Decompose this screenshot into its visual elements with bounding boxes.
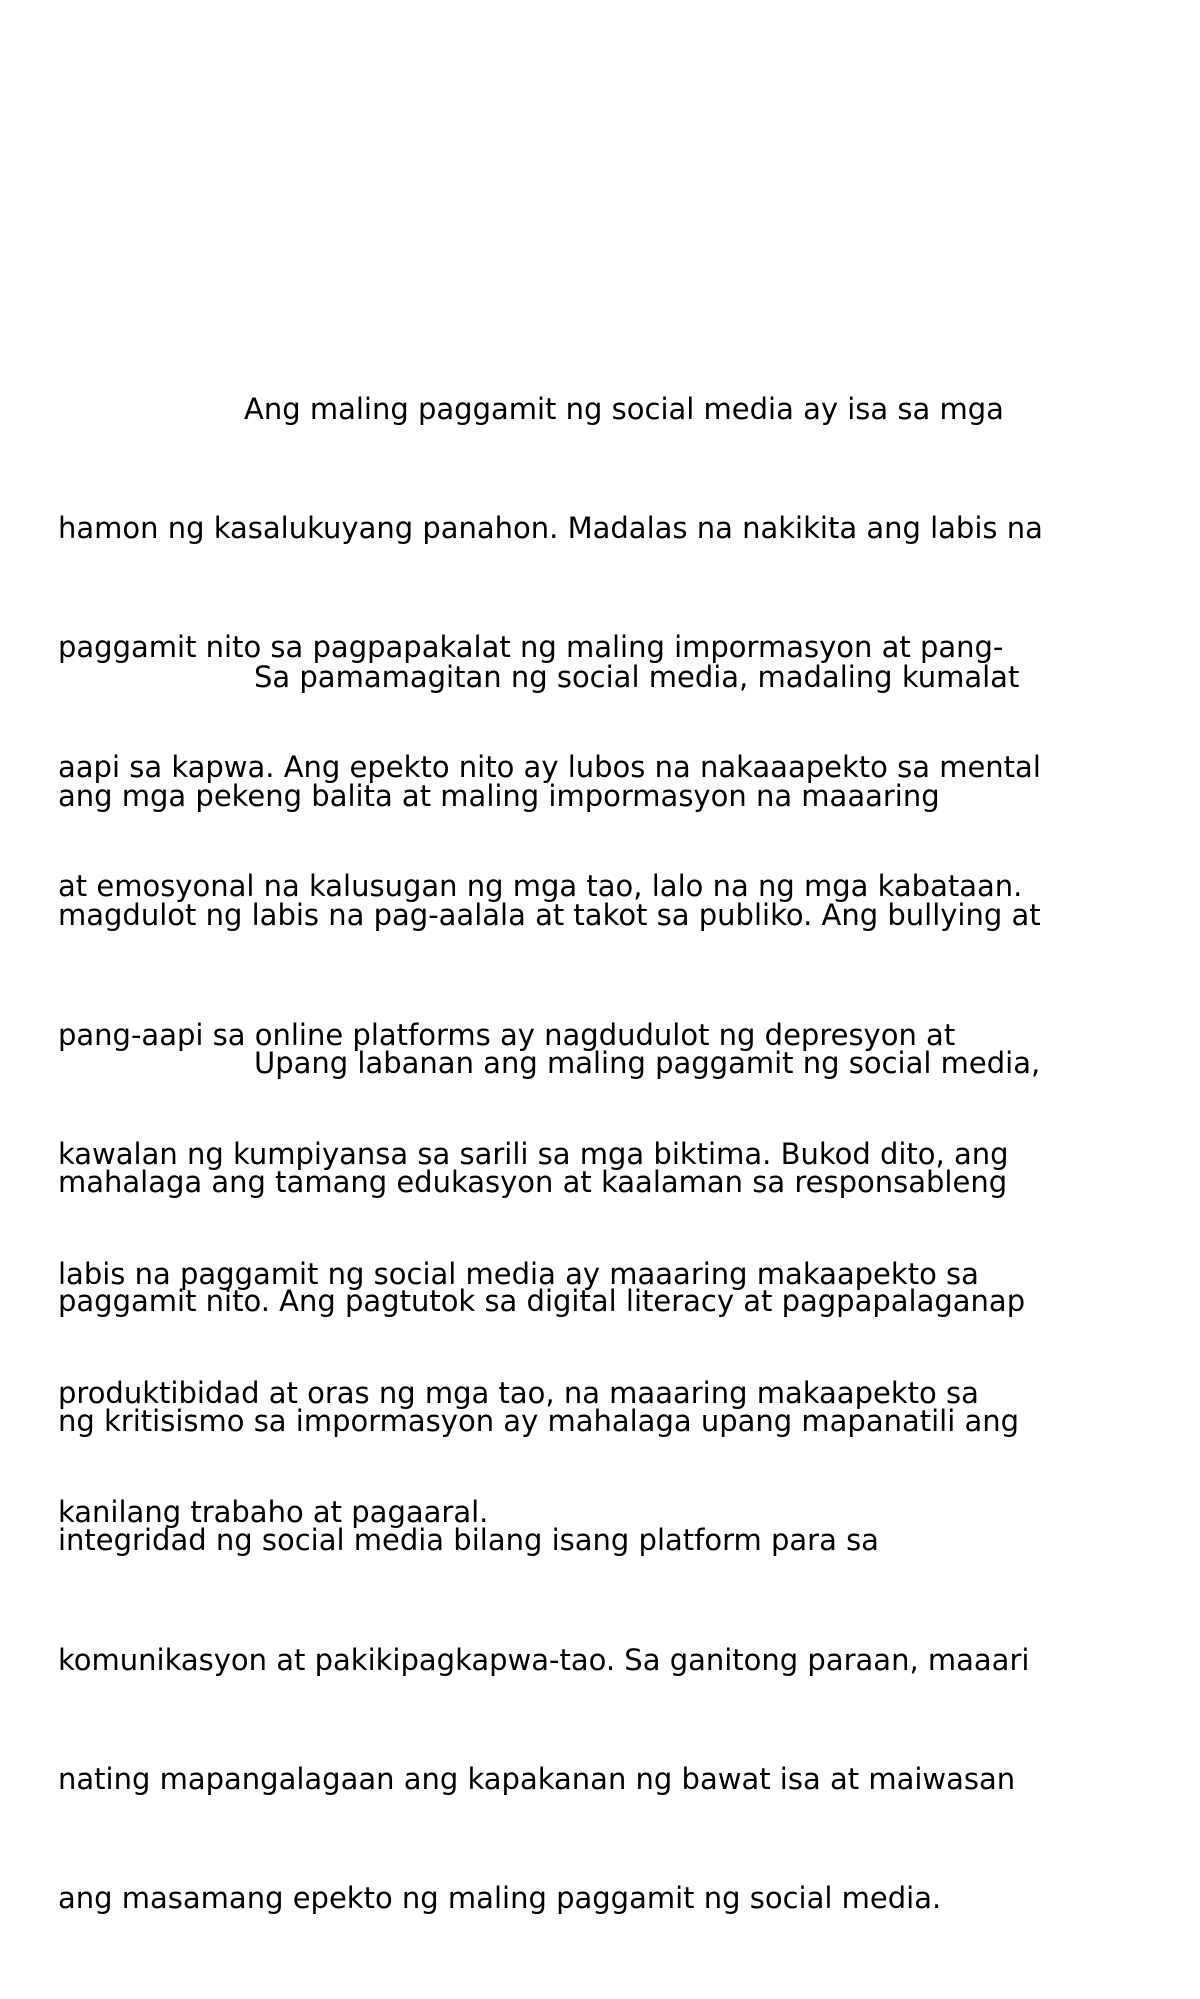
paragraph-line: aapi sa kapwa. Ang epekto nito ay lubos na nakaaapekto sa mental	[58, 749, 1041, 784]
paragraph-line: mahalaga ang tamang edukasyon at kaalaman sa responsableng	[58, 1164, 1008, 1199]
paragraph-line: ang masamang epekto ng maling paggamit ng social media.	[58, 1881, 942, 1916]
paragraph-line: Upang labanan ang maling paggamit ng social media,	[254, 1045, 1041, 1080]
paragraph-line: nating mapangalagaan ang kapakanan ng bawat isa at maiwasan	[58, 1761, 1016, 1796]
paragraph-line: pang-aapi sa online platforms ay nagdudulot ng depresyon at	[58, 1017, 956, 1052]
paragraph-line: integridad ng social media bilang isang platform para sa	[58, 1523, 879, 1558]
paragraph-line: magdulot ng labis na pag-aalala at takot sa publiko. Ang bullying at	[58, 898, 1041, 933]
paragraph-line: Sa pamamagitan ng social media, madaling kumalat	[254, 659, 1020, 694]
paragraph-line: labis na paggamit ng social media ay maaaring makaapekto sa	[58, 1256, 979, 1291]
paragraph-line: ng kritisismo sa impormasyon ay mahalaga upang mapanatili ang	[58, 1403, 1020, 1438]
paragraph-line: at emosyonal na kalusugan ng mga tao, lalo na ng mga kabataan.	[58, 869, 1023, 904]
paragraph-line: hamon ng kasalukuyang panahon. Madalas na nakikita ang labis na	[58, 510, 1043, 545]
paragraph-line: paggamit nito sa pagpapakalat ng maling impormasyon at pang-	[58, 630, 1004, 665]
paragraph-line: kanilang trabaho at pagaaral.	[58, 1495, 489, 1530]
paragraph-line: kawalan ng kumpiyansa sa sarili sa mga biktima. Bukod dito, ang	[58, 1137, 1009, 1172]
paragraph-line: ang mga pekeng balita at maling impormasyon na maaaring	[58, 778, 940, 813]
paragraph-line: produktibidad at oras ng mga tao, na maaaring makaapekto sa	[58, 1375, 979, 1410]
paragraph-line: Ang maling paggamit ng social media ay isa sa mga	[244, 391, 1004, 426]
paragraph-line: paggamit nito. Ang pagtutok sa digital literacy at pagpapalaganap	[58, 1284, 1026, 1319]
paragraph-line: komunikasyon at pakikipagkapwa-tao. Sa ganitong paraan, maaari	[58, 1642, 1030, 1677]
paragraph-3	[58, 964, 1158, 1999]
